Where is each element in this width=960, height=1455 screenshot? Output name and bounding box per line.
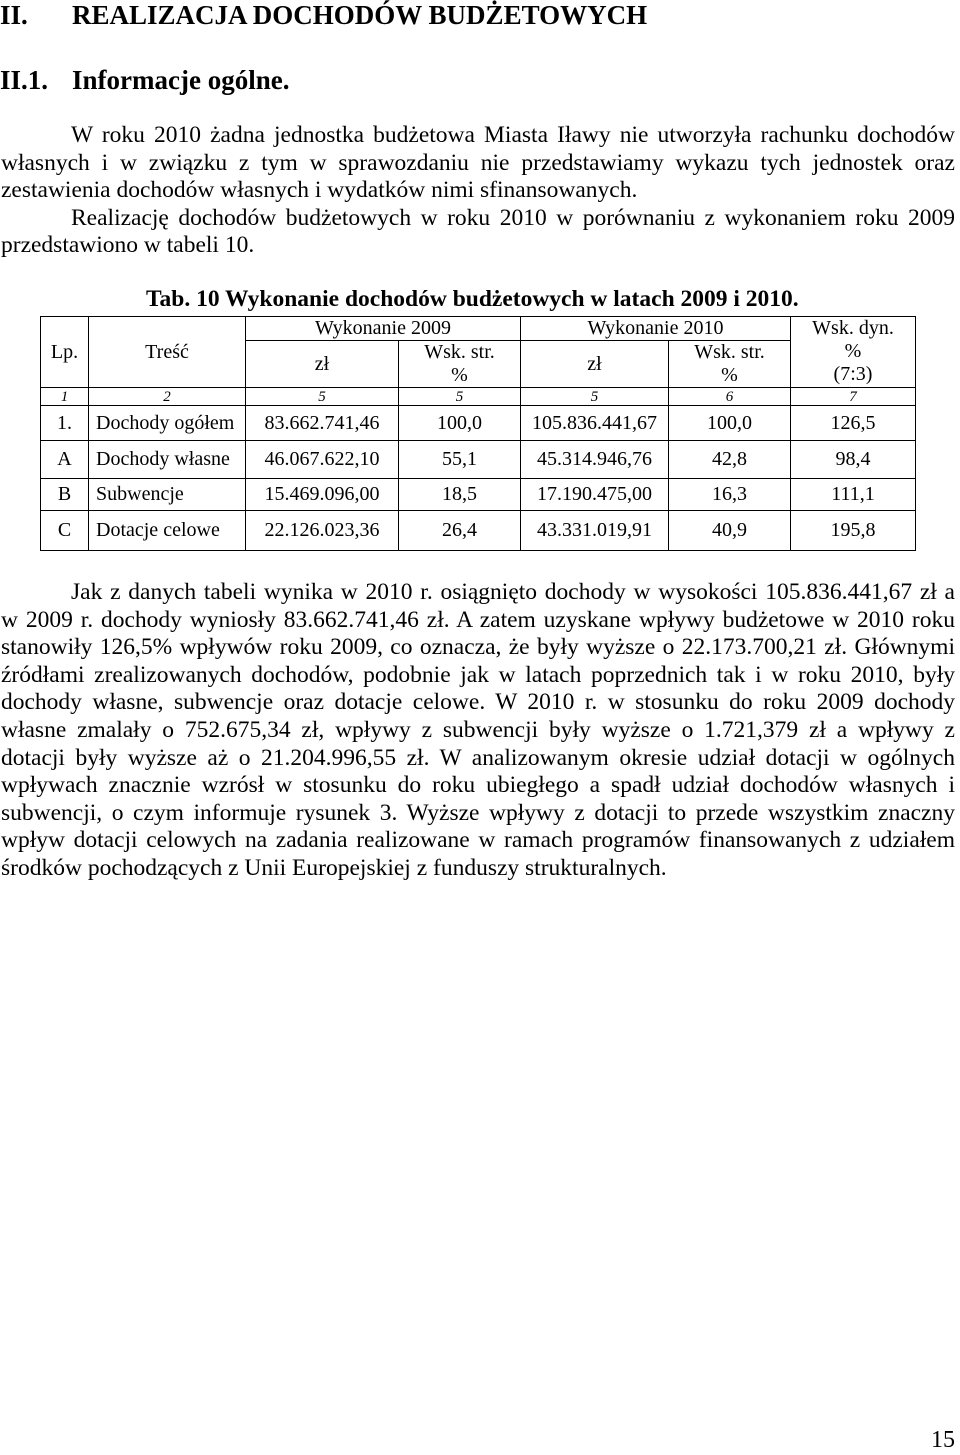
- cell-tresc: Dotacje celowe: [89, 511, 246, 551]
- paragraph-line: Realizację dochodów budżetowych w roku 2010 w porównaniu z wykonaniem roku 2009: [71, 204, 955, 231]
- cell-zl-2010: 17.190.475,00: [521, 479, 669, 511]
- column-number: 5: [246, 388, 399, 406]
- header-wykonanie-2009: Wykonanie 2009: [246, 317, 521, 341]
- header-wsk-str-2010: [669, 341, 791, 388]
- section-heading: [0, 0, 960, 31]
- column-number: 6: [669, 388, 791, 406]
- revenue-table: [40, 316, 916, 551]
- paragraph-line: własne zmalały o 752.675,34 zł, wpływy z subwencji były wyższe o 1.721,379 zł a wpływy z: [1, 716, 955, 743]
- section-title: REALIZACJA DOCHODÓW BUDŻETOWYCH: [72, 0, 648, 30]
- page-number: 15: [931, 1427, 955, 1453]
- column-number: 2: [89, 388, 246, 406]
- header-lp: Lp.: [41, 317, 89, 388]
- table-row: [41, 441, 916, 479]
- paragraph-line: własnych i w związku z tym w sprawozdaniu nie przedstawiamy wykazu tych jednostek oraz: [1, 149, 955, 176]
- paragraph-line: źródłami zrealizowanych dochodów, podobnie jak w latach poprzednich tak i w roku 2010, były: [1, 661, 955, 688]
- column-number: 7: [791, 388, 916, 406]
- column-number-row: [41, 388, 916, 406]
- cell-lp: C: [41, 511, 89, 551]
- header-tresc: Treść: [89, 317, 246, 388]
- cell-zl-2010: 43.331.019,91: [521, 511, 669, 551]
- cell-lp: 1.: [41, 406, 89, 441]
- column-number: 5: [399, 388, 521, 406]
- cell-wsk-str-2009: 100,0: [399, 406, 521, 441]
- paragraph-line: dotacji były wyższe aż o 21.204.996,55 zł. W analizowanym okresie udział dotacji w ogólnych: [1, 744, 955, 771]
- cell-wsk-dyn: 126,5: [791, 406, 916, 441]
- cell-tresc: Subwencje: [89, 479, 246, 511]
- intro-text: [1, 122, 955, 260]
- cell-zl-2009: 46.067.622,10: [246, 441, 399, 479]
- paragraph-line: przedstawiono w tabeli 10.: [1, 232, 255, 259]
- table-row: [41, 406, 916, 441]
- paragraph-line: wpływ dotacji celowych na zadania realizowane w ramach programów finansowanych z udziałem: [1, 827, 955, 854]
- cell-wsk-str-2010: 40,9: [669, 511, 791, 551]
- subsection-number: II.1.: [0, 65, 49, 95]
- cell-wsk-dyn: 111,1: [791, 479, 916, 511]
- paragraph-line: Jak z danych tabeli wynika w 2010 r. osiągnięto dochody w wysokości 105.836.441,67 zł a: [71, 579, 955, 605]
- paragraph-line: subwencji, o czym informuje rysunek 3. Wyższe wpływy z dotacji to przede wszystkim znaczny: [1, 799, 955, 826]
- header-zl-2010: zł: [521, 341, 669, 388]
- cell-wsk-str-2009: 55,1: [399, 441, 521, 479]
- section-number: II.: [0, 0, 28, 30]
- cell-wsk-str-2010: 100,0: [669, 406, 791, 441]
- paragraph-line: W roku 2010 żadna jednostka budżetowa Miasta Iławy nie utworzyła rachunku dochodów: [71, 122, 955, 148]
- table-header-row: [41, 317, 916, 341]
- header-wsk-str-label: Wsk. str.: [424, 341, 495, 363]
- header-wsk-str-percent: %: [451, 364, 468, 386]
- cell-zl-2010: 105.836.441,67: [521, 406, 669, 441]
- subsection-title: Informacje ogólne.: [72, 65, 290, 95]
- cell-wsk-str-2010: 42,8: [669, 441, 791, 479]
- cell-zl-2009: 83.662.741,46: [246, 406, 399, 441]
- header-wsk-str-percent: %: [721, 364, 738, 386]
- summary-text: [1, 579, 955, 883]
- table-row: [41, 479, 916, 511]
- header-wsk-dyn-formula: (7:3): [833, 363, 873, 385]
- cell-lp: B: [41, 479, 89, 511]
- column-number: 1: [41, 388, 89, 406]
- table-row: [41, 511, 916, 551]
- cell-zl-2010: 45.314.946,76: [521, 441, 669, 479]
- cell-zl-2009: 22.126.023,36: [246, 511, 399, 551]
- header-wsk-dyn-label: Wsk. dyn.: [812, 317, 894, 339]
- paragraph-line: stanowiły 126,5% wpływów roku 2009, co oznacza, że były wyższe o 22.173.700,21 zł. Głównymi: [1, 634, 955, 661]
- cell-wsk-str-2009: 18,5: [399, 479, 521, 511]
- paragraph-line: środków pochodzących z Unii Europejskiej z funduszy strukturalnych.: [1, 854, 667, 881]
- cell-zl-2009: 15.469.096,00: [246, 479, 399, 511]
- column-number: 5: [521, 388, 669, 406]
- paragraph-line: dochody własne, subwencje oraz dotacje celowe. W 2010 r. w stosunku do roku 2009 dochody: [1, 689, 955, 716]
- paragraph-line: w 2009 r. dochody wyniosły 83.662.741,46 zł. A zatem uzyskane wpływy budżetowe w 2010 roku: [1, 606, 955, 633]
- paragraph-line: zestawienia dochodów własnych i wydatków nimi sfinansowanych.: [1, 177, 638, 204]
- header-wsk-str-label: Wsk. str.: [694, 341, 765, 363]
- cell-wsk-str-2009: 26,4: [399, 511, 521, 551]
- table-caption: Tab. 10 Wykonanie dochodów budżetowych w latach 2009 i 2010.: [146, 286, 799, 312]
- header-wsk-dyn: [791, 317, 916, 388]
- header-wykonanie-2010: Wykonanie 2010: [521, 317, 791, 341]
- header-wsk-dyn-percent: %: [844, 340, 862, 362]
- paragraph-line: wpływach znacznie wzrósł w stosunku do roku ubiegłego a spadł udział dochodów własnych i: [1, 772, 955, 799]
- cell-tresc: Dochody ogółem: [89, 406, 246, 441]
- cell-wsk-dyn: 195,8: [791, 511, 916, 551]
- header-zl-2009: zł: [246, 341, 399, 388]
- subsection-heading: [0, 65, 960, 96]
- cell-lp: A: [41, 441, 89, 479]
- cell-tresc: Dochody własne: [89, 441, 246, 479]
- header-wsk-str-2009: [399, 341, 521, 388]
- cell-wsk-str-2010: 16,3: [669, 479, 791, 511]
- cell-wsk-dyn: 98,4: [791, 441, 916, 479]
